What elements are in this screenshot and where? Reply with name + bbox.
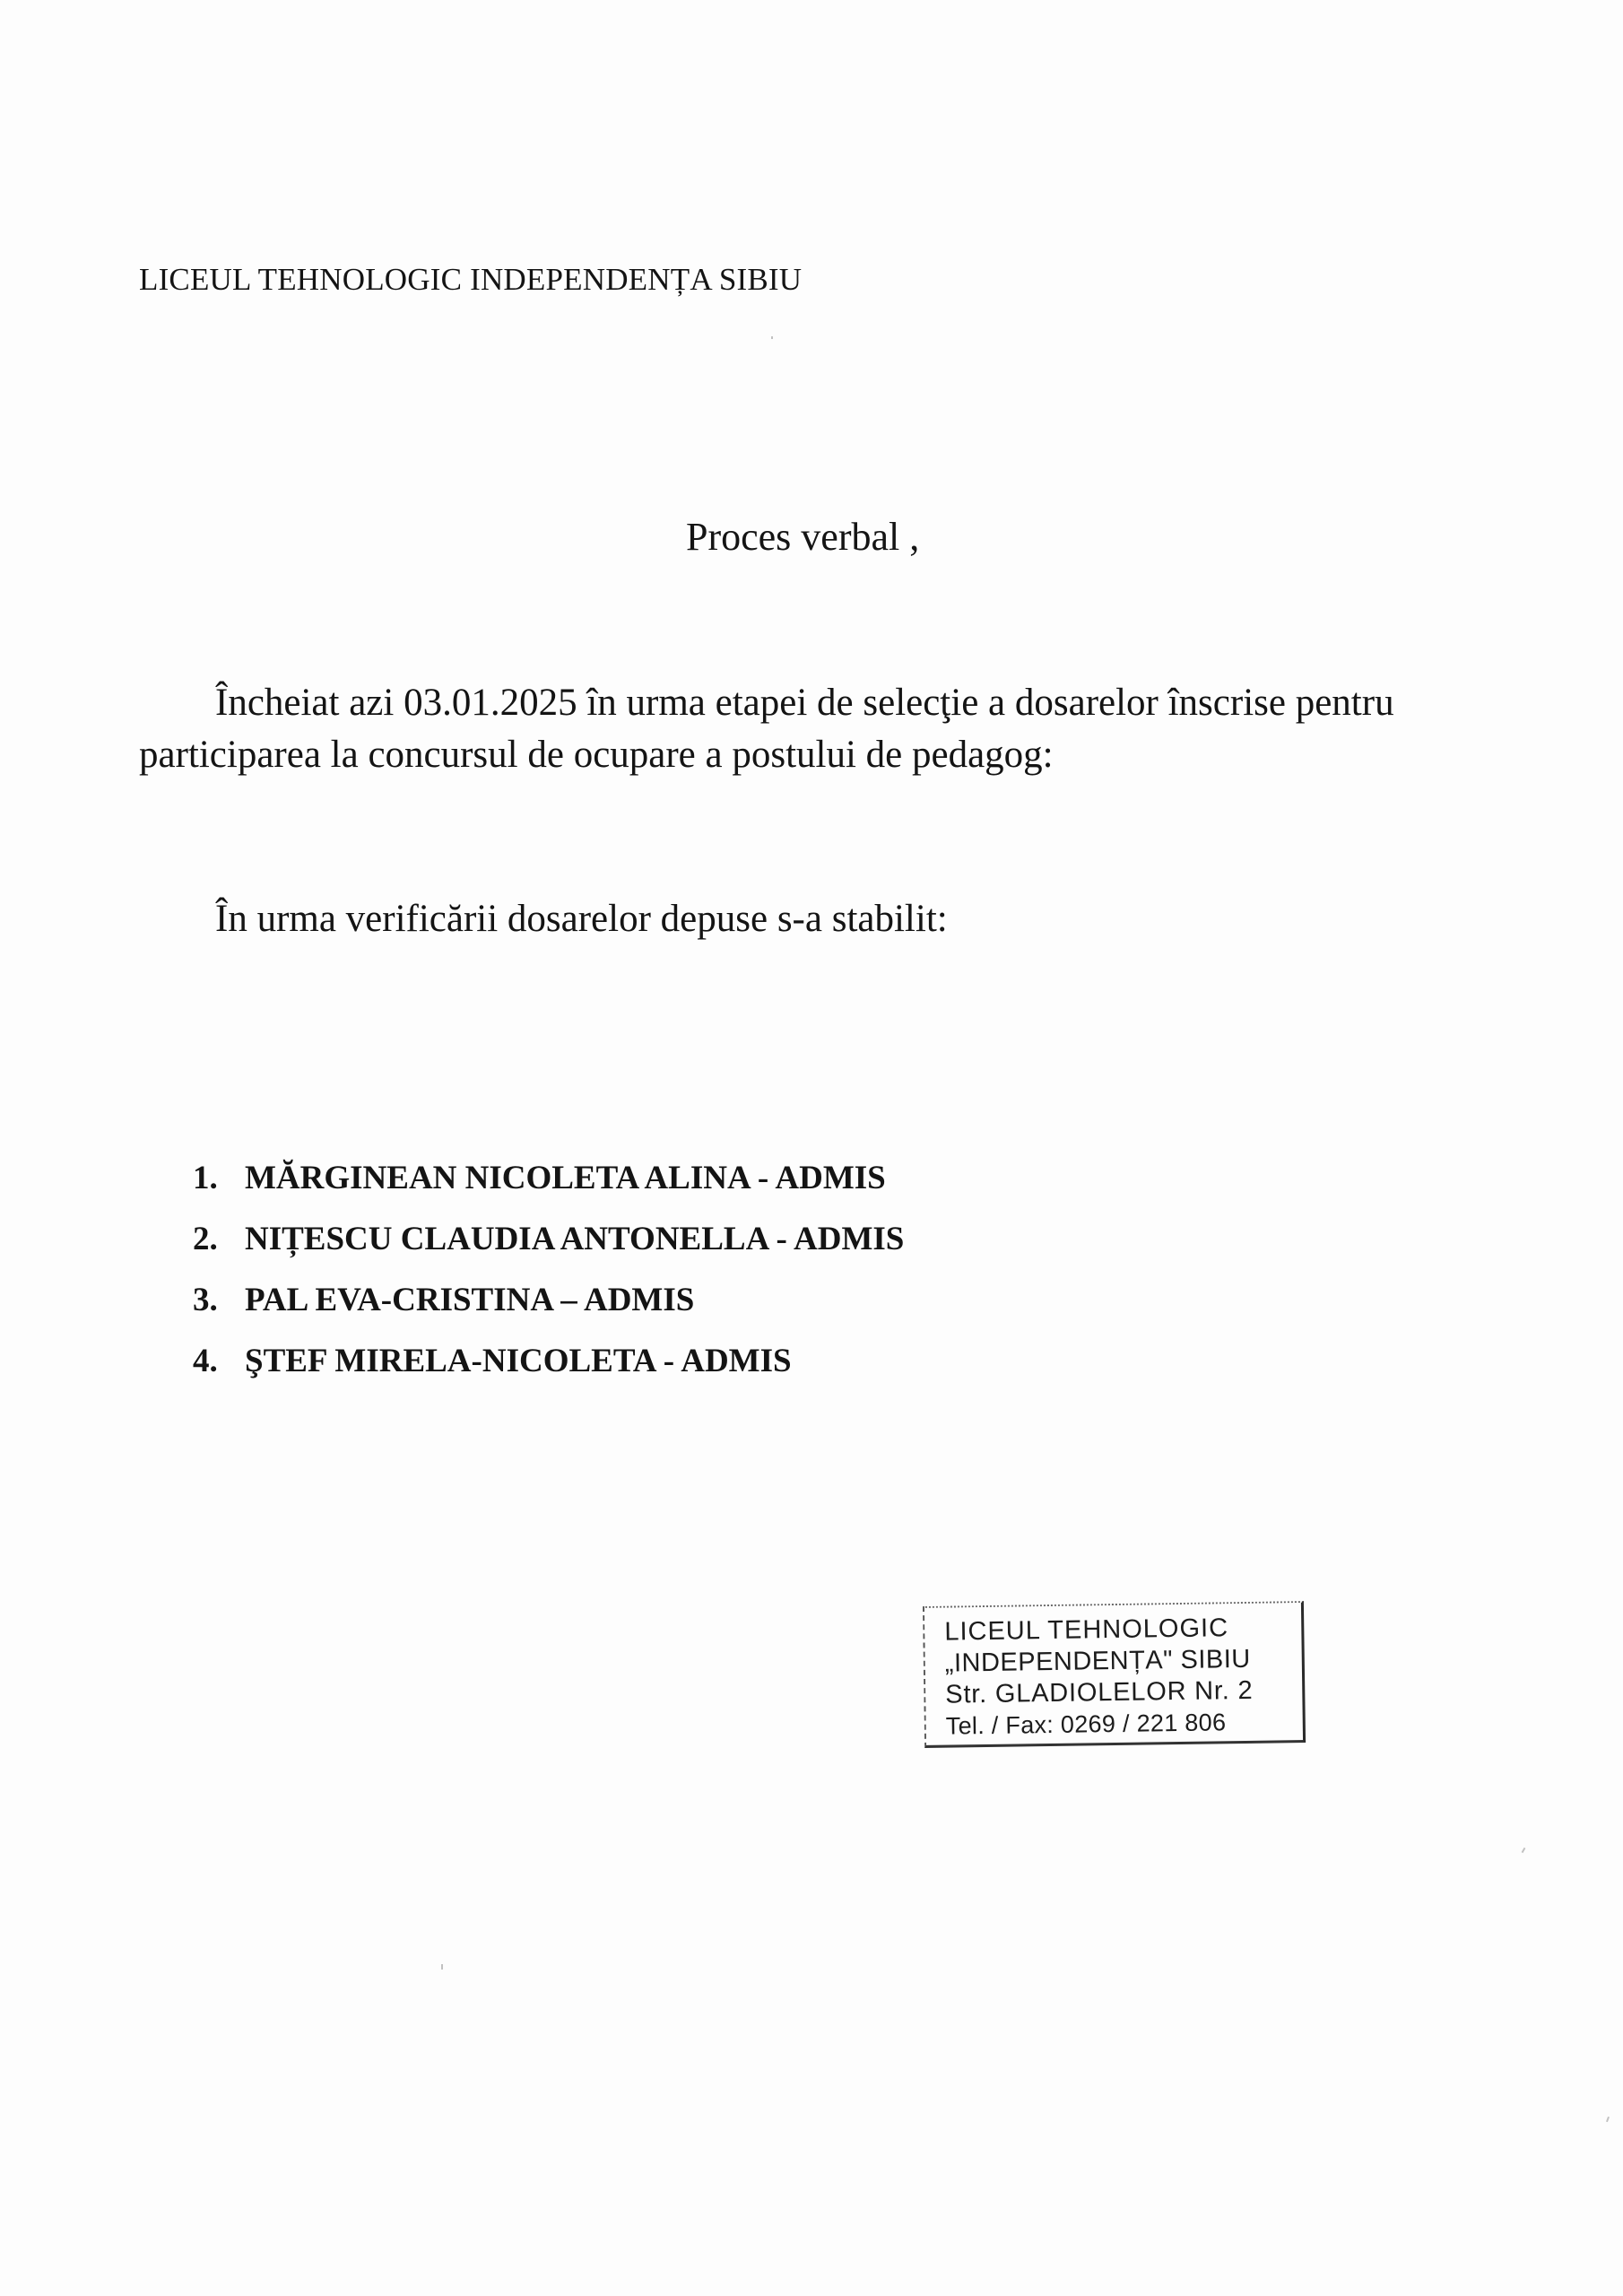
list-item-text: PAL EVA-CRISTINA – ADMIS (245, 1282, 695, 1318)
stamp-line-phone: Tel. / Fax: 0269 / 221 806 (945, 1709, 1227, 1740)
list-item (193, 1331, 904, 1392)
list-item-number: 3. (193, 1282, 218, 1318)
institution-stamp (923, 1601, 1306, 1748)
list-item-text: NIȚESCU CLAUDIA ANTONELLA - ADMIS (245, 1221, 905, 1257)
list-item-text: ŞTEF MIRELA-NICOLETA - ADMIS (245, 1343, 792, 1379)
list-item-number: 1. (193, 1160, 218, 1196)
list-item-number: 4. (193, 1343, 218, 1379)
intro-line-2: participarea la concursul de ocupare a postului de pedagog: (139, 734, 1054, 776)
results-list (193, 1148, 904, 1392)
scan-speck (441, 1964, 443, 1970)
stamp-line-name: LICEUL TEHNOLOGIC (944, 1613, 1229, 1647)
list-item (193, 1148, 904, 1209)
document-title: Proces verbal , (686, 515, 920, 559)
intro-line-1: Încheiat azi 03.01.2025 în urma etapei de selecţie a dosarelor înscrise pentru (215, 682, 1394, 724)
institution-header: LICEUL TEHNOLOGIC INDEPENDENȚA SIBIU (139, 262, 803, 297)
scan-speck (771, 336, 773, 339)
scan-speck (1606, 2117, 1610, 2122)
list-item (193, 1209, 904, 1270)
intro-paragraph (139, 677, 1457, 781)
stamp-line-city: „INDEPENDENȚA" SIBIU (944, 1644, 1251, 1678)
list-item-text: MĂRGINEAN NICOLETA ALINA - ADMIS (245, 1160, 886, 1196)
scan-speck (1522, 1848, 1526, 1853)
list-item-number: 2. (193, 1221, 218, 1257)
finding-statement: În urma verificării dosarelor depuse s-a stabilit: (215, 898, 948, 940)
stamp-line-address: Str. GLADIOLELOR Nr. 2 (945, 1675, 1254, 1709)
list-item (193, 1270, 904, 1331)
